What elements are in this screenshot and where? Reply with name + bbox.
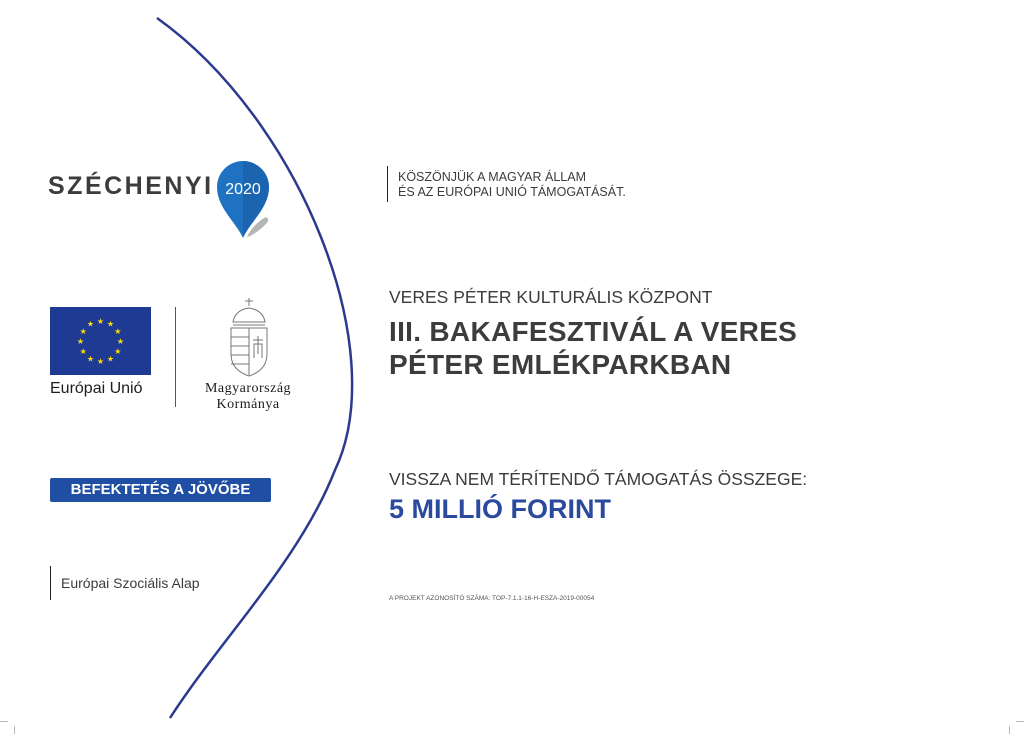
crop-mark bbox=[14, 726, 15, 734]
svg-text:★: ★ bbox=[79, 327, 87, 336]
invest-in-future-badge: BEFEKTETÉS A JÖVŐBE bbox=[50, 478, 271, 502]
gov-label bbox=[186, 381, 310, 413]
gov-label-line2: Kormánya bbox=[216, 397, 280, 412]
project-title-line-2: PÉTER EMLÉKPARKBAN bbox=[389, 349, 732, 380]
svg-text:★: ★ bbox=[86, 319, 95, 329]
grant-label: VISSZA NEM TÉRÍTENDŐ TÁMOGATÁS ÖSSZEGE: bbox=[389, 469, 808, 489]
crop-mark bbox=[1009, 726, 1010, 734]
thanks-text bbox=[398, 170, 626, 200]
svg-text:★: ★ bbox=[96, 357, 105, 366]
thanks-divider bbox=[387, 166, 388, 202]
coat-of-arms-icon bbox=[221, 296, 277, 378]
grant-amount: 5 MILLIÓ FORINT bbox=[389, 494, 611, 524]
project-title bbox=[389, 315, 989, 381]
project-id: A PROJEKT AZONOSÍTÓ SZÁMA: TOP-7.1.1-16-H-ESZA-2019-00054 bbox=[389, 595, 595, 602]
esf-divider bbox=[50, 566, 51, 600]
eu-flag-icon bbox=[50, 307, 151, 375]
szechenyi-2020-pin-icon bbox=[214, 158, 272, 240]
szechenyi-logo-text: SZÉCHENYI bbox=[48, 172, 214, 200]
eu-label: Európai Unió bbox=[50, 380, 143, 397]
thanks-line-1: KÖSZÖNJÜK A MAGYAR ÁLLAM bbox=[398, 170, 587, 184]
project-title-line-1: III. BAKAFESZTIVÁL A VERES bbox=[389, 316, 798, 347]
svg-text:★: ★ bbox=[114, 327, 122, 336]
gov-divider bbox=[175, 307, 176, 407]
gov-label-line1: Magyarország bbox=[204, 381, 292, 396]
svg-text:★: ★ bbox=[114, 347, 122, 356]
svg-text:★: ★ bbox=[79, 347, 87, 356]
szechenyi-year: 2020 bbox=[225, 181, 261, 198]
svg-text:★: ★ bbox=[116, 337, 125, 346]
crop-mark bbox=[1016, 721, 1024, 722]
svg-text:★: ★ bbox=[76, 337, 85, 346]
svg-text:★: ★ bbox=[106, 319, 115, 329]
organization-name: VERES PÉTER KULTURÁLIS KÖZPONT bbox=[389, 287, 713, 307]
svg-text:★: ★ bbox=[96, 317, 105, 326]
svg-text:★: ★ bbox=[86, 354, 95, 364]
crop-mark bbox=[0, 721, 8, 722]
thanks-line-2: ÉS AZ EURÓPAI UNIÓ TÁMOGATÁSÁT. bbox=[398, 185, 626, 199]
esf-label: Európai Szociális Alap bbox=[61, 575, 200, 591]
svg-text:★: ★ bbox=[106, 354, 115, 364]
